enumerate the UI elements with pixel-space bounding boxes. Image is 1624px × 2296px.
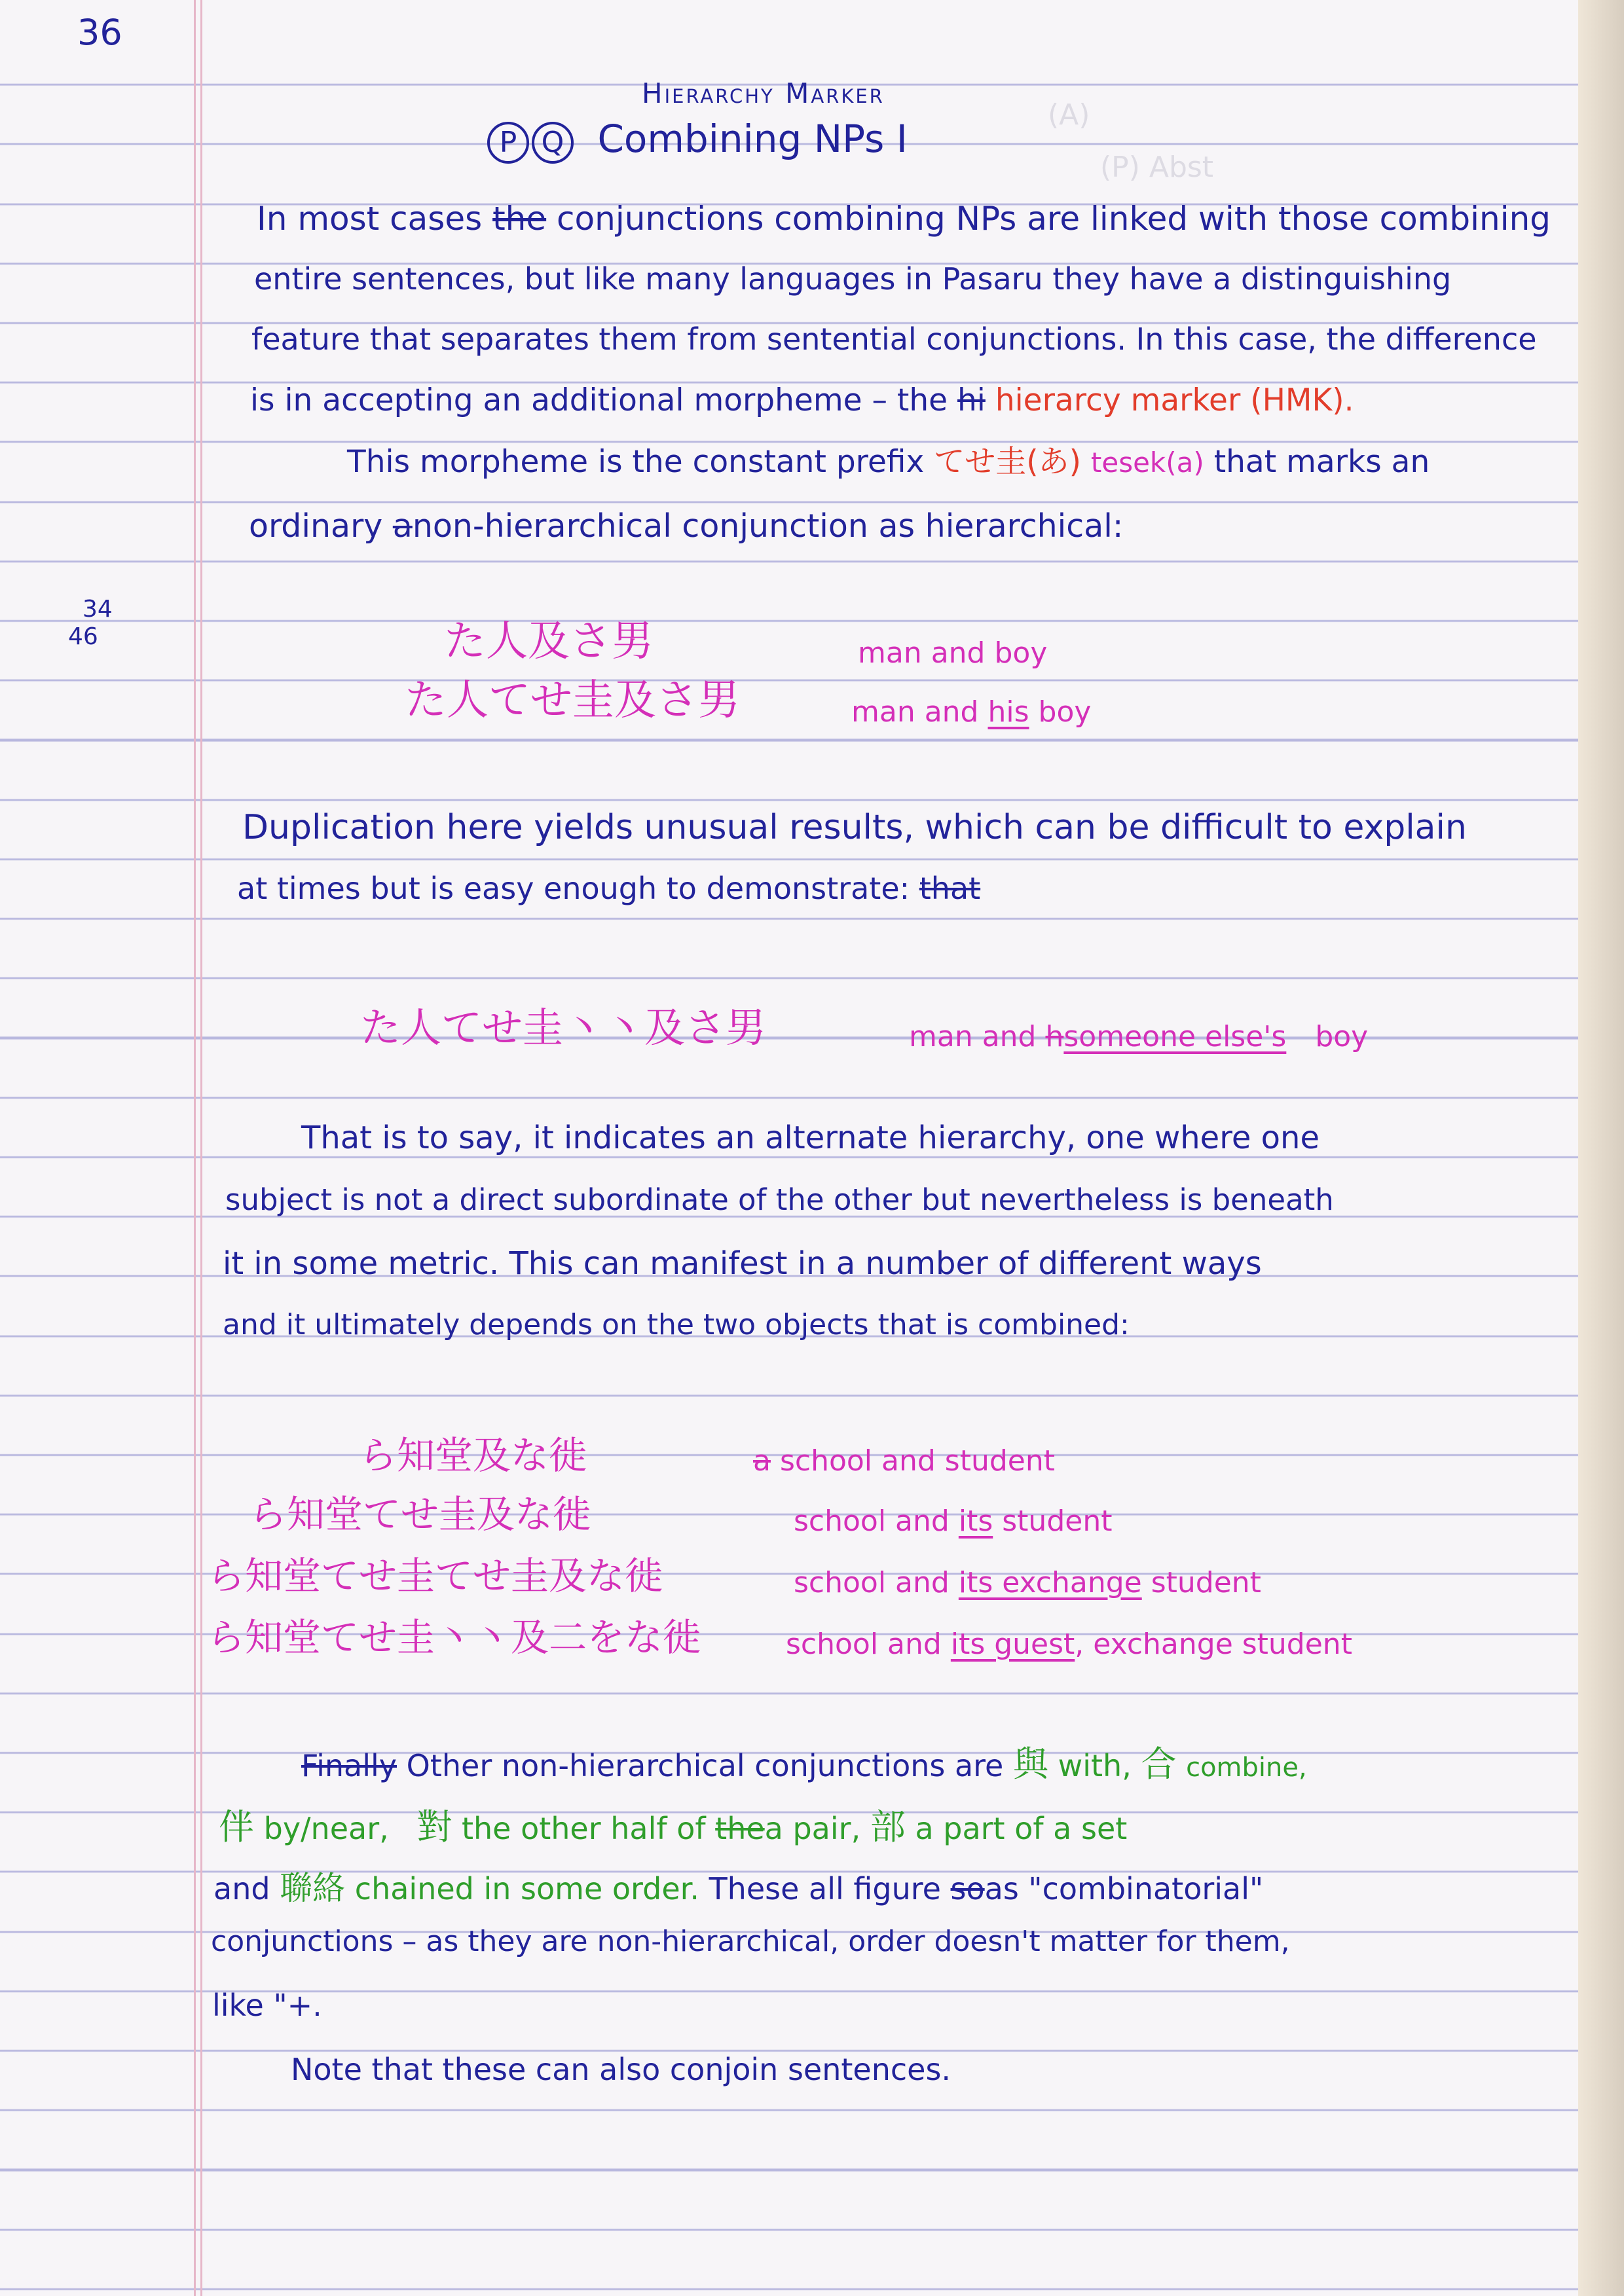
example-3-cjk: た人てせ圭丶丶及さ男	[360, 1004, 767, 1051]
final-line-4: conjunctions – as they are non-hierarchical, order doesn't matter for them,	[211, 1925, 1290, 1958]
intro-line-1: In most cases the conjunctions combining NPs are linked with those combining	[257, 200, 1551, 238]
intro-line-4: is in accepting an additional morpheme – the hi hierarcy marker (HMK).	[250, 382, 1354, 418]
prefix-cjk: てせ圭(あ)	[934, 444, 1081, 480]
page-title-row	[487, 117, 908, 164]
example-5-cjk: ら知堂てせ圭及な徙	[249, 1492, 591, 1537]
margin-line	[194, 0, 196, 2296]
badge-p: P	[487, 122, 529, 164]
example-4-cjk: ら知堂及な徙	[359, 1433, 587, 1478]
margin-line	[200, 0, 202, 2296]
example-5-gloss: school and its student	[794, 1504, 1113, 1538]
section-heading: Hierarchy Marker	[642, 77, 885, 109]
intro-line-3: feature that separates them from sentential conjunctions. In this case, the difference	[251, 321, 1537, 357]
example-1-gloss: man and boy	[858, 636, 1048, 670]
side-note-bottom: 46	[68, 623, 98, 650]
final-line-3: and 聯絡 chained in some order. These all figure soas "combinatorial"	[213, 1869, 1264, 1907]
final-line-2: 伴 by/near, 對 the other half of thea pair, 部 a part of a set	[219, 1806, 1128, 1848]
bleed-through-text: (P) Abst	[1100, 151, 1214, 184]
prefix-romanization: tesek(a)	[1090, 446, 1204, 479]
example-7-gloss: school and its guest, exchange student	[786, 1628, 1352, 1661]
explain-line-3: it in some metric. This can manifest in a number of different ways	[223, 1245, 1262, 1282]
example-7-cjk: ら知堂てせ圭丶丶及二をな徙	[207, 1615, 701, 1660]
example-2-gloss: man and his boy	[851, 695, 1092, 729]
duplication-line-1: Duplication here yields unusual results, which can be difficult to explain	[242, 808, 1467, 847]
intro-line-2: entire sentences, but like many languages in Pasaru they have a distinguishing	[254, 261, 1452, 297]
explain-line-2: subject is not a direct subordinate of the other but nevertheless is beneath	[225, 1182, 1334, 1217]
duplication-line-2: at times but is easy enough to demonstrate: that	[237, 871, 981, 906]
example-1-cjk: た人及さ男	[444, 617, 654, 666]
intro-line-5: This morpheme is the constant prefix てせ圭(あ) tesek(a) that marks an	[347, 444, 1430, 480]
explain-line-1: That is to say, it indicates an alternate hierarchy, one where one	[301, 1120, 1320, 1156]
badge-q: Q	[532, 122, 574, 164]
notebook-binding	[1578, 0, 1624, 2296]
example-6-cjk: ら知堂てせ圭てせ圭及な徙	[207, 1554, 663, 1598]
bleed-through-text: (A)	[1048, 98, 1090, 132]
page-number: 36	[77, 12, 122, 53]
explain-line-4: and it ultimately depends on the two objects that is combined:	[223, 1308, 1130, 1341]
example-4-gloss: a school and student	[753, 1444, 1055, 1478]
final-line-1: Finally Other non-hierarchical conjunctions are 與 with, 合 combine,	[301, 1743, 1307, 1785]
page-title: Combining NPs I	[597, 117, 908, 161]
side-note-top: 34	[83, 596, 113, 623]
example-2-cjk: た人てせ圭及さ男	[405, 676, 740, 725]
final-line-5: like "+.	[212, 1988, 322, 2023]
hmk-term: hierarcy marker (HMK).	[995, 382, 1354, 418]
intro-line-6: ordinary anon-hierarchical conjunction as hierarchical:	[249, 507, 1124, 545]
final-note: Note that these can also conjoin sentences.	[291, 2052, 951, 2087]
example-6-gloss: school and its exchange student	[794, 1566, 1261, 1599]
example-3-gloss: man and hsomeone else's boy	[909, 1020, 1369, 1053]
